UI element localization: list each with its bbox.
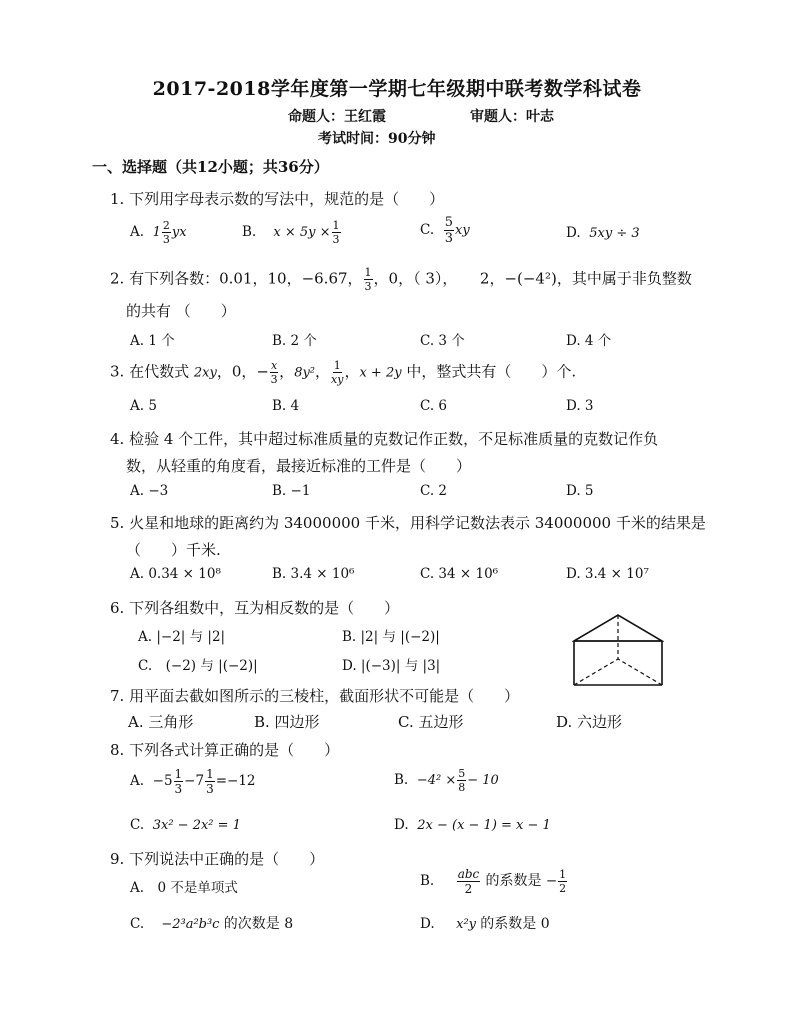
q5-stem-cont: （ ）千米.	[126, 541, 221, 559]
q8-option-d: D. 2x − (x − 1) = x − 1	[394, 817, 551, 833]
q5-option-b: B. 3.4 × 10⁶	[272, 566, 355, 582]
q7-option-c: C. 五边形	[398, 713, 464, 731]
q3-option-b: B. 4	[272, 398, 300, 414]
q1-option-b: B. x × 5y × $\frac{1}{3}$	[242, 219, 340, 246]
q7-stem: 7. 用平面去截如图所示的三棱柱，截面形状不可能是（ ）	[110, 687, 520, 705]
q6-option-c: C. (−2) 与 |(−2)|	[138, 658, 258, 674]
q8-option-a: A. −5 $\frac{1}{3}$ −7 $\frac{1}{3}$ =−12	[130, 767, 256, 796]
q7-option-a: A. 三角形	[128, 713, 194, 731]
reviewer-label: 审题人：叶志	[470, 109, 554, 125]
q1-option-d: D. 5xy ÷ 3	[566, 225, 640, 241]
q8-option-c: C. 3x² − 2x² = 1	[130, 817, 241, 833]
q8-option-b: B. −4² × $\frac{5}{8}$ − 10	[394, 767, 499, 794]
q4-option-d: D. 5	[566, 483, 594, 499]
q5-option-c: C. 34 × 10⁶	[420, 566, 499, 582]
q3-stem: 3. 在代数式 2xy，0，− $\frac{x}{3}$ ，8y²， $\frac{1}{xy}$ ，x + 2y 中，整式共有（ ）个.	[110, 359, 577, 386]
exam-title: 2017-2018学年度第一学期七年级期中联考数学科试卷	[152, 78, 642, 100]
q6-option-d: D. |(−3)| 与 |3|	[342, 658, 441, 674]
author-label: 命题人：王红霞	[288, 109, 386, 125]
q4-option-a: A. −3	[130, 483, 169, 499]
section-heading: 一、选择题（共12小题；共36分）	[92, 158, 329, 176]
q1-option-a: A. 1 $\frac{2}{3}$ yx	[130, 219, 187, 246]
q3-option-a: A. 5	[130, 398, 157, 414]
q6-option-a: A. |−2| 与 |2|	[138, 629, 226, 645]
q4-stem: 4. 检验 4 个工件，其中超过标准质量的克数记作正数，不足标准质量的克数记作负	[110, 430, 659, 448]
q2-stem-cont: 的共有 （ ）	[126, 302, 236, 320]
q5-option-a: A. 0.34 × 10⁸	[130, 566, 221, 582]
q2-option-a: A. 1 个	[130, 333, 175, 349]
q3-option-d: D. 3	[566, 398, 594, 414]
q6-option-b: B. |2| 与 |(−2)|	[342, 629, 440, 645]
q3-option-c: C. 6	[420, 398, 448, 414]
q5-stem: 5. 火星和地球的距离约为 34000000 千米，用科学记数法表示 34000000 千米的结果是	[110, 514, 706, 532]
q2-option-c: C. 3 个	[420, 333, 465, 349]
q4-stem-cont: 数，从轻重的角度看，最接近标准的工件是（ ）	[126, 457, 472, 475]
q9-option-a: A. 0 不是单项式	[130, 880, 238, 896]
q2-option-d: D. 4 个	[566, 333, 612, 349]
q7-option-b: B. 四边形	[254, 713, 320, 731]
q2-stem: 2. 有下列各数：0.01，10，−6.67， $\frac{1}{3}$ ，0，（ 3）， 2，−(−4²)，其中属于非负整数	[110, 266, 692, 293]
triangular-prism-figure	[572, 613, 664, 689]
exam-time: 考试时间：90分钟	[318, 131, 436, 147]
q9-option-d: D. x²y 的系数是 0	[420, 916, 550, 932]
q5-option-d: D. 3.4 × 10⁷	[566, 566, 649, 582]
q9-option-c: C. −2³a²b³c 的次数是 8	[130, 916, 294, 932]
q1-stem: 1. 下列用字母表示数的写法中，规范的是（ ）	[110, 190, 445, 208]
q1-option-c: C. $\frac{5}{3}$ xy	[420, 215, 470, 246]
q8-stem: 8. 下列各式计算正确的是（ ）	[110, 741, 340, 759]
q7-option-d: D. 六边形	[556, 713, 623, 731]
q9-option-b: B. $\frac{\text{abc}}{2}$ 的系数是 − $\frac{1}{2}$	[420, 867, 567, 896]
q4-option-b: B. −1	[272, 483, 311, 499]
q2-option-b: B. 2 个	[272, 333, 317, 349]
q9-stem: 9. 下列说法中正确的是（ ）	[110, 850, 325, 868]
q6-stem: 6. 下列各组数中，互为相反数的是（ ）	[110, 599, 400, 617]
q4-option-c: C. 2	[420, 483, 448, 499]
